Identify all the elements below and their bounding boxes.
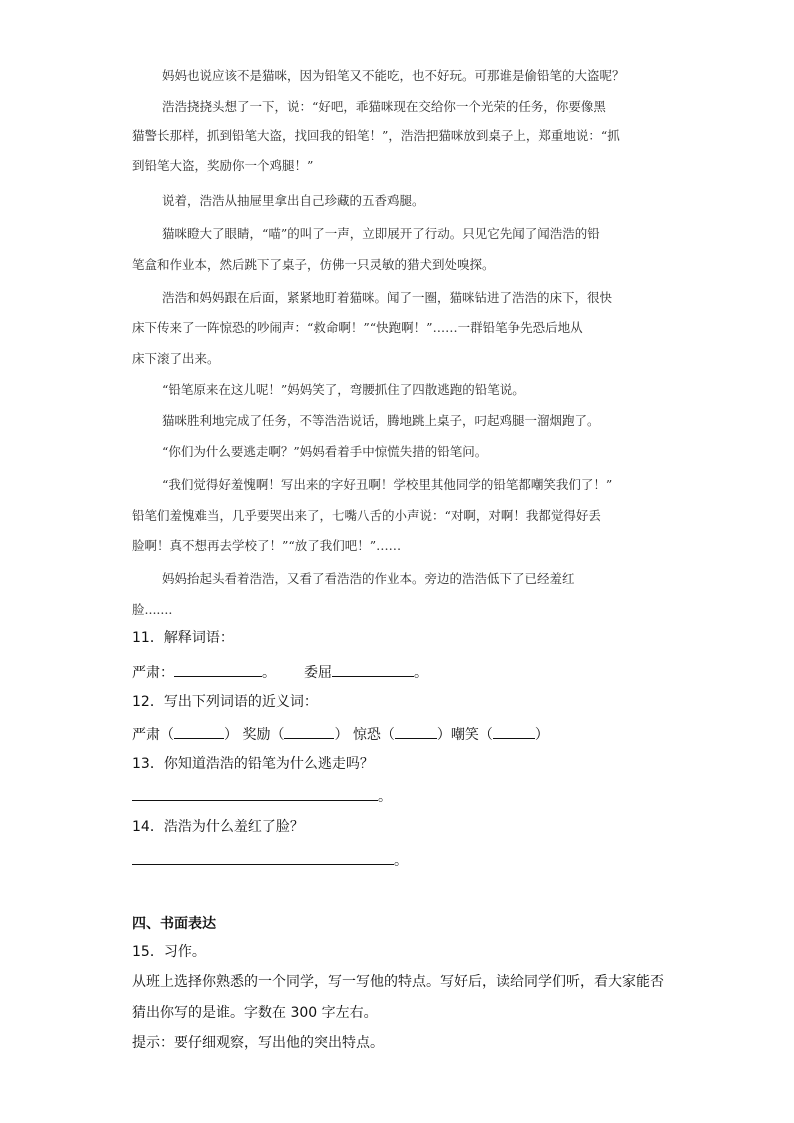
answer-blank[interactable]: [332, 661, 414, 677]
answer-blank[interactable]: [284, 723, 334, 739]
question-15-line: 猜出你写的是谁。字数在 300 字左右。: [132, 1005, 378, 1021]
story-line: 浩浩挠挠头想了一下，说：“好吧，乖猫咪现在交给你一个光荣的任务，你要像黑: [162, 99, 606, 114]
question-14-answer: 。: [132, 849, 408, 871]
story-line: “你们为什么要逃走啊？”妈妈看着手中惊慌失措的铅笔问。: [162, 444, 488, 459]
story-line: 脸啊！真不想再去学校了！”“放了我们吧！”……: [132, 538, 402, 553]
question-11-title: 11．解释词语：: [132, 630, 234, 646]
story-line: 到铅笔大盗，奖励你一个鸡腿！”: [132, 158, 314, 173]
question-15-hint: 提示：要仔细观察，写出他的突出特点。: [132, 1035, 384, 1051]
section-4-heading: 四、书面表达: [132, 916, 216, 932]
story-line: 说着，浩浩从抽屉里拿出自己珍藏的五香鸡腿。: [162, 193, 425, 208]
story-line: 铅笔们羞愧难当，几乎要哭出来了，七嘴八舌的小声说：“对啊，对啊！我都觉得好丢: [132, 508, 601, 523]
term-label: 委屈: [304, 665, 332, 681]
story-line: 猫警长那样，抓到铅笔大盗，找回我的铅笔！”，浩浩把猫咪放到桌子上，郑重地说：“抓: [132, 128, 620, 143]
question-13-title: 13．你知道浩浩的铅笔为什么逃走吗？: [132, 756, 374, 772]
answer-line[interactable]: [132, 849, 394, 865]
story-line: 笔盒和作业本，然后跳下了桌子，仿佛一只灵敏的猎犬到处嗅探。: [132, 257, 495, 272]
story-line: “铅笔原来在这儿呢！”妈妈笑了，弯腰抓住了四散逃跑的铅笔说。: [162, 382, 525, 397]
story-line: 床下滚了出来。: [132, 351, 220, 366]
question-15-line: 从班上选择你熟悉的一个同学，写一写他的特点。写好后，读给同学们听，看大家能否: [132, 974, 664, 990]
story-line: 床下传来了一阵惊恐的吵闹声：“救命啊！”“快跑啊！”……一群铅笔争先恐后地从: [132, 320, 583, 335]
question-15-title: 15．习作。: [132, 944, 206, 960]
question-14-title: 14．浩浩为什么羞红了脸？: [132, 819, 304, 835]
story-line: 妈妈抬起头看着浩浩，又看了看浩浩的作业本。旁边的浩浩低下了已经羞红: [162, 571, 575, 586]
answer-blank[interactable]: [395, 723, 437, 739]
story-line: 脸.......: [132, 602, 173, 617]
question-12-answers: 严肃（ ） 奖励（ ） 惊恐（ ）嘲笑（ ）: [132, 723, 549, 745]
story-line: “我们觉得好羞愧啊！写出来的字好丑啊！学校里其他同学的铅笔都嘲笑我们了！”: [162, 477, 613, 492]
term-label: 严肃：: [132, 665, 174, 681]
question-13-answer: 。: [132, 785, 392, 807]
story-line: 浩浩和妈妈跟在后面，紧紧地盯着猫咪。闻了一圈，猫咪钻进了浩浩的床下，很快: [162, 290, 613, 305]
answer-blank[interactable]: [174, 723, 224, 739]
answer-blank[interactable]: [493, 723, 535, 739]
story-line: 猫咪瞪大了眼睛，“喵”的叫了一声，立即展开了行动。只见它先闻了闻浩浩的铅: [162, 226, 600, 241]
answer-blank[interactable]: [174, 661, 262, 677]
answer-line[interactable]: [132, 785, 378, 801]
story-line: 猫咪胜利地完成了任务，不等浩浩说话，腾地跳上桌子，叼起鸡腿一溜烟跑了。: [162, 413, 600, 428]
question-12-title: 12．写出下列词语的近义词：: [132, 694, 318, 710]
story-line: 妈妈也说应该不是猫咪，因为铅笔又不能吃，也不好玩。可那谁是偷铅笔的大盗呢？: [162, 68, 625, 83]
question-11-answers: 严肃： 。 委屈 。: [132, 661, 428, 683]
